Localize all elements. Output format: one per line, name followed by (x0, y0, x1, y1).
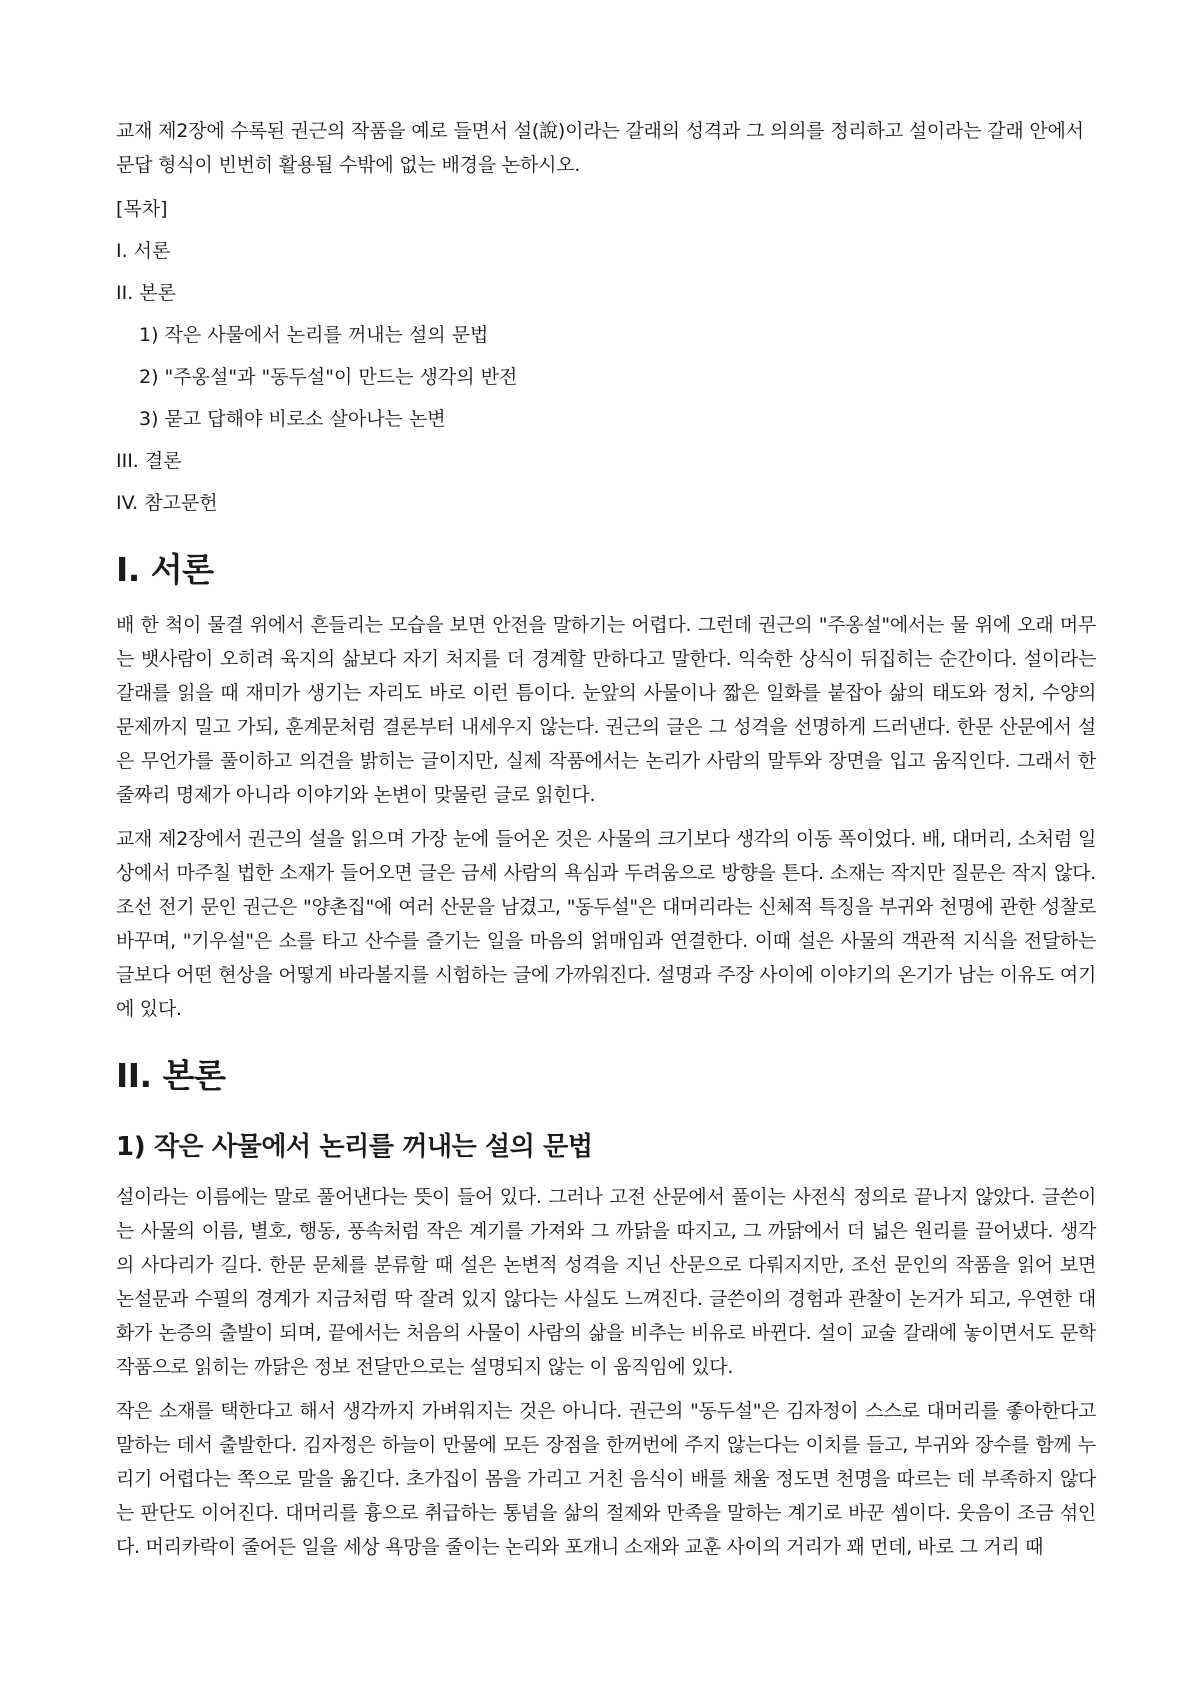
body-paragraph: 설이라는 이름에는 말로 풀어낸다는 뜻이 들어 있다. 그러나 고전 산문에서 풀이는 사전식 정의로 끝나지 않았다. 글쓴이는 사물의 이름, 별호, 행동, 풍속처럼 작은 계기를 가져와 그 까닭을 따지고, 그 까닭에서 더 넓은 원리를 끌어냈다. 생각의 사다리가 길다. 한문 문체를 분류할 때 설은 논변적 성격을 지닌 산문으로 다뤄지지만, 조선 문인의 작품을 읽어 보면 논설문과 수필의 경계가 지금처럼 딱 잘려 있지 않다는 사실도 느껴진다. 글쓴이의 경험과 관찰이 논거가 되고, 우연한 대화가 논증의 출발이 되며, 끝에서는 처음의 사물이 사람의 삶을 비추는 비유로 바뀐다. 설이 교술 갈래에 놓이면서도 문학 작품으로 읽히는 까닭은 정보 전달만으로는 설명되지 않는 이 움직임에 있다. (116, 1186, 1096, 1378)
toc-item-body: II. 본론 (116, 282, 176, 304)
toc-item-body-3: 3) 묻고 답해야 비로소 살아나는 논변 (139, 408, 446, 430)
toc-item-body-1: 1) 작은 사물에서 논리를 꺼내는 설의 문법 (139, 324, 489, 346)
assignment-prompt: 교재 제2장에 수록된 권근의 작품을 예로 들면서 설(說)이라는 갈래의 성격과 그 의의를 정리하고 설이라는 갈래 안에서 문답 형식이 빈번히 활용될 수밖에 없는 배경을 논하시오. (116, 120, 1084, 176)
table-of-contents (116, 193, 1096, 520)
subsection-heading-1: 1) 작은 사물에서 논리를 꺼내는 설의 문법 (116, 1132, 593, 1162)
section-heading-body: II. 본론 (116, 1056, 226, 1095)
body-paragraph: 작은 소재를 택한다고 해서 생각까지 가벼워지는 것은 아니다. 권근의 "동두설"은 김자정이 스스로 대머리를 좋아한다고 말하는 데서 출발한다. 김자정은 하늘이 만물에 모든 장점을 한꺼번에 주지 않는다는 이치를 들고, 부귀와 장수를 함께 누리기 어렵다는 쪽으로 말을 옮긴다. 초가집이 몸을 가리고 거친 음식이 배를 채울 정도면 천명을 따르는 데 부족하지 않다는 판단도 이어진다. 대머리를 흉으로 취급하는 통념을 삶의 절제와 만족을 말하는 계기로 바꾼 셈이다. 웃음이 조금 섞인다. 머리카락이 줄어든 일을 세상 욕망을 줄이는 논리와 포개니 소재와 교훈 사이의 거리가 꽤 먼데, 바로 그 거리 때 (116, 1400, 1096, 1558)
section-heading-intro: I. 서론 (116, 550, 214, 589)
intro-paragraph: 교재 제2장에서 권근의 설을 읽으며 가장 눈에 들어온 것은 사물의 크기보다 생각의 이동 폭이었다. 배, 대머리, 소처럼 일상에서 마주칠 법한 소재가 들어오면 글은 금세 사람의 욕심과 두려움으로 방향을 튼다. 소재는 작지만 질문은 작지 않다. 조선 전기 문인 권근은 "양촌집"에 여러 산문을 남겼고, "동두설"은 대머리라는 신체적 특징을 부귀와 천명에 관한 성찰로 바꾸며, "기우설"은 소를 타고 산수를 즐기는 일을 마음의 얽매임과 연결한다. 이때 설은 사물의 객관적 지식을 전달하는 글보다 어떤 현상을 어떻게 바라볼지를 시험하는 글에 가까워진다. 설명과 주장 사이에 이야기의 온기가 남는 이유도 여기에 있다. (116, 828, 1096, 1020)
toc-item-intro: I. 서론 (116, 240, 171, 262)
toc-item-body-2: 2) "주옹설"과 "동두설"이 만드는 생각의 반전 (139, 366, 518, 388)
toc-heading: [목차] (116, 198, 168, 220)
toc-item-conclusion: III. 결론 (116, 450, 182, 472)
toc-item-references: IV. 참고문헌 (116, 492, 218, 514)
intro-paragraph: 배 한 척이 물결 위에서 흔들리는 모습을 보면 안전을 말하기는 어렵다. 그런데 권근의 "주옹설"에서는 물 위에 오래 머무는 뱃사람이 오히려 육지의 삶보다 자기 처지를 더 경계할 만하다고 말한다. 익숙한 상식이 뒤집히는 순간이다. 설이라는 갈래를 읽을 때 재미가 생기는 자리도 바로 이런 틈이다. 눈앞의 사물이나 짧은 일화를 붙잡아 삶의 태도와 정치, 수양의 문제까지 밀고 가되, 훈계문처럼 결론부터 내세우지 않는다. 권근의 글은 그 성격을 선명하게 드러낸다. 한문 산문에서 설은 무언가를 풀이하고 의견을 밝히는 글이지만, 실제 작품에서는 논리가 사람의 말투와 장면을 입고 움직인다. 그래서 한 줄짜리 명제가 아니라 이야기와 논변이 맞물린 글로 읽힌다. (116, 614, 1096, 806)
